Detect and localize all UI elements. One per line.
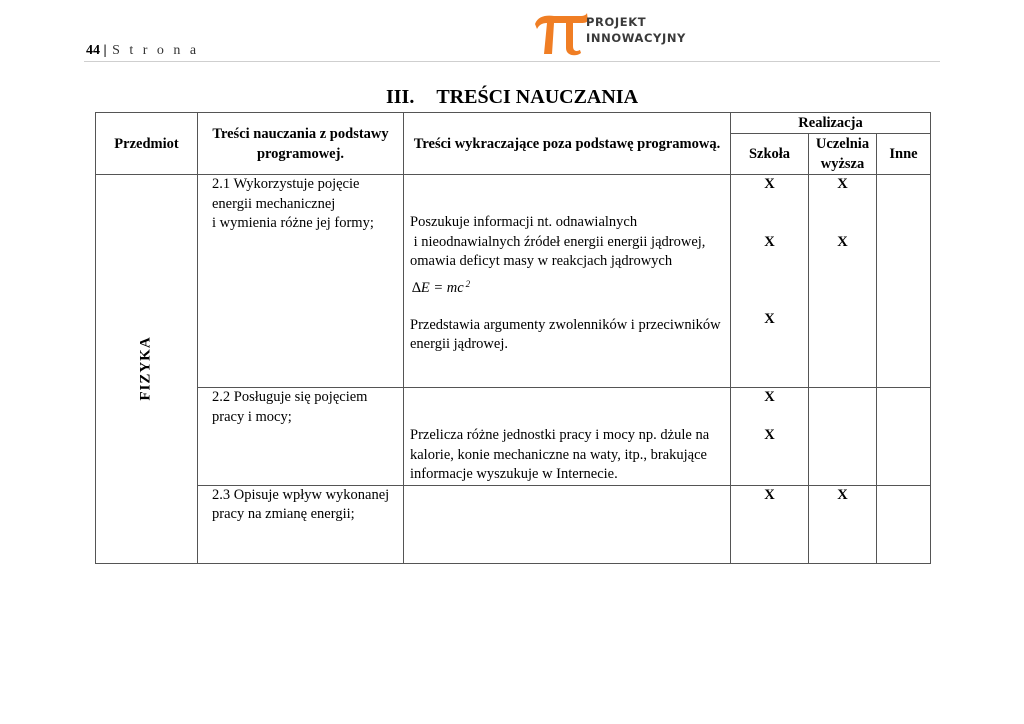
table-row	[96, 388, 931, 486]
header-divider	[84, 61, 940, 62]
poza-line: Przelicza różne jednostki pracy i mocy np. dżule na	[410, 427, 710, 443]
header-poza: Treści wykraczające poza podstawę programową.	[404, 113, 731, 175]
logo-text	[586, 14, 686, 46]
podstawa-cell	[198, 485, 404, 563]
poza-line: informacje wyszukuje w Internecie.	[410, 466, 618, 482]
inne-cell	[877, 388, 931, 486]
inne-cell	[877, 175, 931, 388]
poza-cell	[404, 485, 731, 563]
header-inne: Inne	[877, 134, 931, 175]
poza-line: i nieodnawialnych źródeł energii energii jądrowej,	[410, 233, 706, 250]
subject-cell	[96, 175, 198, 564]
section-number: III.	[385, 86, 415, 108]
curriculum-table	[95, 112, 931, 564]
mark-x: X	[837, 176, 848, 192]
szkola-cell	[731, 388, 809, 486]
header-szkola: Szkoła	[731, 134, 809, 175]
podstawa-line: pracy i mocy;	[212, 408, 292, 425]
page-number	[86, 43, 199, 59]
table-row	[96, 175, 931, 388]
mark-x: X	[764, 486, 775, 503]
subject-label: FIZYKA	[138, 336, 154, 401]
szkola-cell	[731, 485, 809, 563]
podstawa-line: 2.3 Opisuje wpływ wykonanej	[212, 486, 390, 503]
header-podstawa	[198, 113, 404, 175]
poza-cell	[404, 175, 731, 388]
uczelnia-cell	[809, 175, 877, 388]
uczelnia-cell	[809, 388, 877, 486]
mark-x: X	[764, 389, 775, 405]
formula-text: ∆E = mc	[412, 280, 464, 297]
page-header	[0, 0, 1024, 62]
podstawa-line: energii mechanicznej	[212, 195, 336, 212]
podstawa-cell	[198, 175, 404, 388]
mark-x: X	[764, 427, 775, 443]
inne-cell	[877, 485, 931, 563]
table-row	[96, 485, 931, 563]
page-word: S t r o n a	[112, 43, 200, 58]
podstawa-line: 2.2 Posługuje się pojęciem	[212, 389, 368, 405]
uczelnia-cell	[809, 485, 877, 563]
mark-x: X	[764, 234, 775, 250]
poza-line: energii jądrowej.	[410, 336, 508, 353]
podstawa-line: pracy na zmianę energii;	[212, 506, 355, 522]
podstawa-cell	[198, 388, 404, 486]
header-uczelnia: Uczelnia wyższa	[809, 134, 877, 175]
logo-line-1: PROJEKT	[586, 15, 647, 29]
mark-x: X	[837, 486, 848, 503]
poza-line: omawia deficyt masy w reakcjach jądrowych	[410, 253, 673, 269]
poza-line: kalorie, konie mechaniczne na waty, itp., brakujące	[410, 446, 707, 463]
podstawa-line: i wymienia różne jej formy;	[212, 215, 374, 231]
header-podstawa-text: Treści nauczania z podstawy programowej.	[212, 125, 389, 162]
poza-line: Poszukuje informacji nt. odnawialnych	[410, 214, 638, 230]
section-title-text: TREŚCI NAUCZANIA	[436, 86, 639, 108]
podstawa-line: 2.1 Wykorzystuje pojęcie	[212, 176, 360, 192]
poza-line: Przedstawia argumenty zwolenników i przeciwników	[410, 316, 721, 333]
section-title	[0, 86, 1024, 109]
mark-x: X	[764, 311, 775, 327]
poza-cell	[404, 388, 731, 486]
page-number-value: 44	[86, 43, 100, 58]
formula-exponent: 2	[465, 278, 471, 289]
logo-line-2: INNOWACYJNY	[586, 31, 686, 45]
szkola-cell	[731, 175, 809, 388]
header-realizacja: Realizacja	[731, 113, 931, 134]
page-number-separator: |	[103, 43, 107, 58]
header-przedmiot: Przedmiot	[96, 113, 198, 175]
header-row	[96, 113, 931, 134]
mark-x: X	[837, 234, 848, 250]
mark-x: X	[764, 176, 775, 192]
formula	[410, 275, 724, 299]
